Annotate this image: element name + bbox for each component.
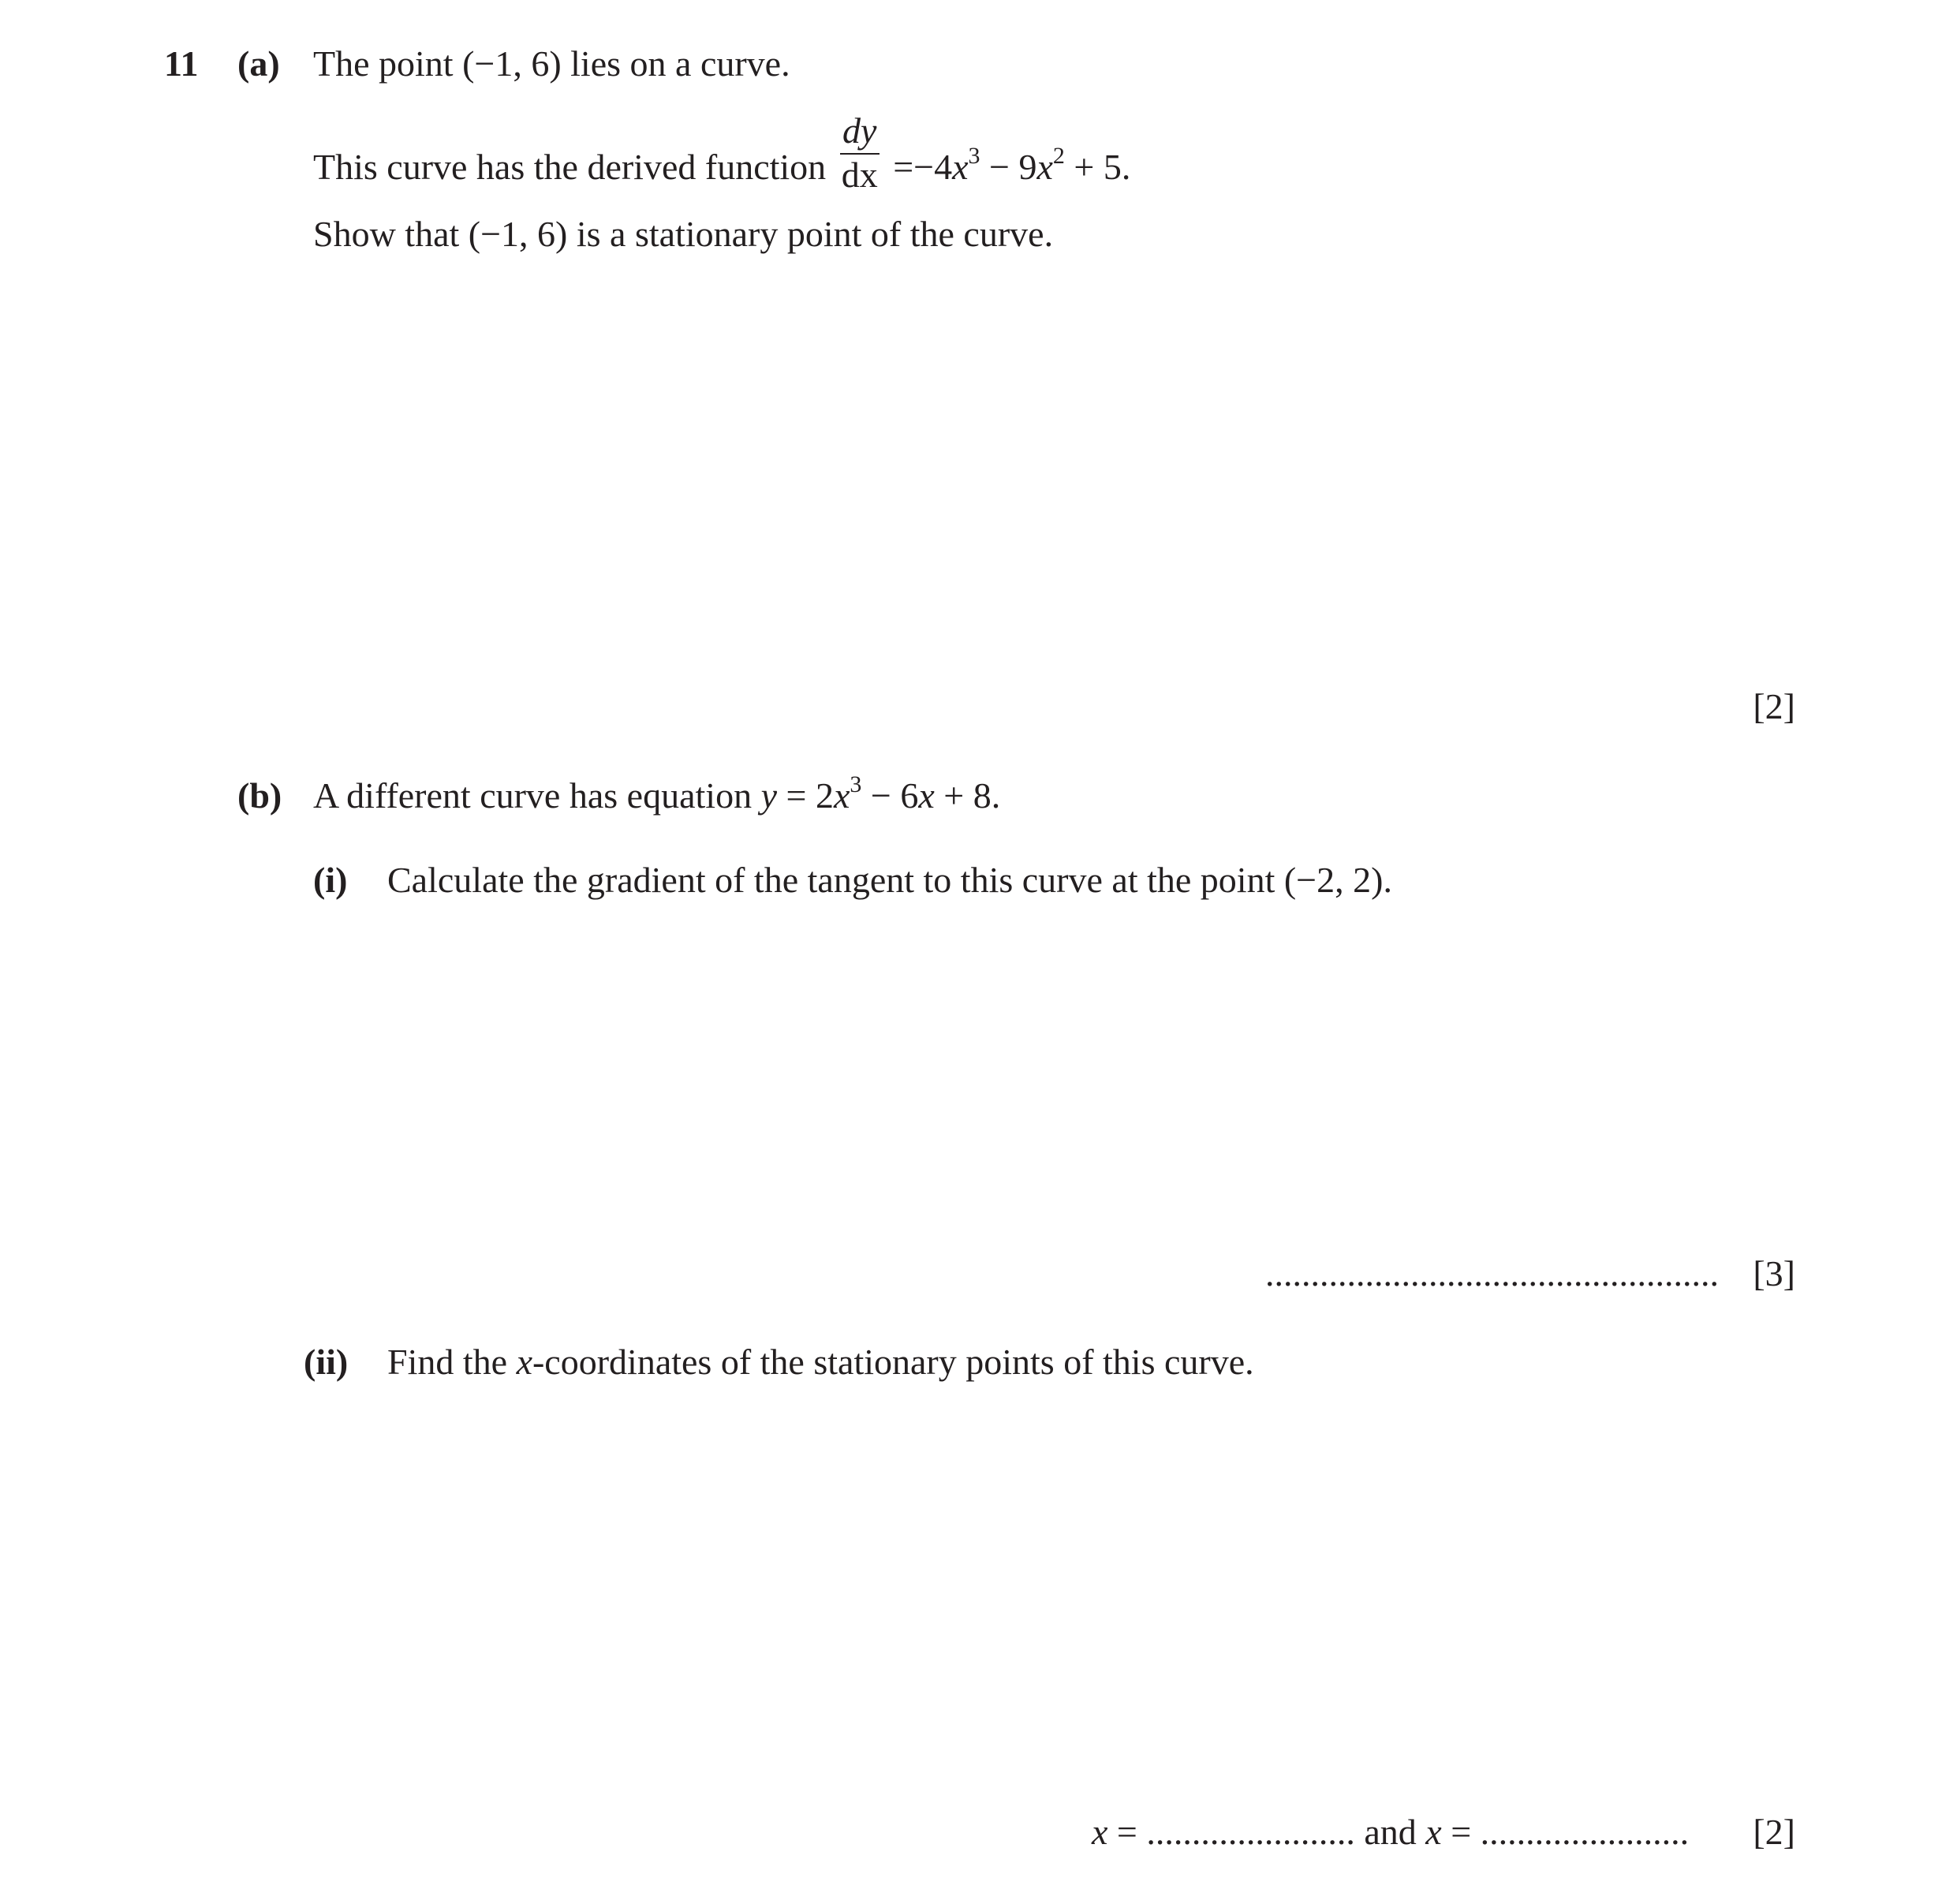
expr-var: x [952, 146, 969, 187]
text-part: -coordinates of the stationary points of this curve. [532, 1342, 1254, 1382]
expr-exponent: 2 [1052, 142, 1065, 169]
expr-var: x [833, 775, 850, 816]
text-part: Find the [387, 1342, 517, 1382]
expr-part: = 2 [777, 775, 834, 816]
part-b-line [313, 771, 1001, 816]
derivative-expression [893, 142, 1131, 187]
expr-part: − 6 [861, 775, 919, 816]
part-a-line1: The point (−1, 6) lies on a curve. [313, 43, 790, 84]
answer-line-1[interactable]: ....................... [1146, 1812, 1355, 1852]
part-b-ii-label: (ii) [304, 1342, 349, 1382]
part-b-ii-text [387, 1344, 1254, 1380]
part-a-label: (a) [237, 43, 280, 84]
part-a-line2 [313, 101, 1131, 196]
part-b-i-text: Calculate the gradient of the tangent to this curve at the point (−2, 2). [387, 860, 1392, 900]
fraction-denominator: dx [841, 155, 878, 196]
expr-var: y [760, 775, 777, 816]
part-b-ii-marks: [2] [1753, 1812, 1795, 1852]
part-a-line3: Show that (−1, 6) is a stationary point of the curve. [313, 214, 1054, 254]
expr-part: + 8. [934, 775, 1001, 816]
answer-var: x [1092, 1812, 1108, 1852]
part-b-ii-answer [1092, 1814, 1689, 1850]
answer-line-2[interactable]: ....................... [1480, 1812, 1690, 1852]
part-b-i-answer-line[interactable]: .................................................. [1265, 1253, 1719, 1294]
part-a-line2-prefix: This curve has the derived function [313, 146, 827, 187]
expr-part: + 5. [1064, 146, 1131, 187]
expr-part: − 9 [980, 146, 1037, 187]
text-var: x [516, 1342, 532, 1382]
part-b-i-label: (i) [313, 860, 348, 900]
expr-var: x [918, 775, 935, 816]
question-number: 11 [164, 43, 199, 84]
part-b-i-marks: [3] [1753, 1253, 1795, 1294]
fraction-numerator: dy [842, 110, 877, 151]
expr-part: =−4 [893, 146, 953, 187]
expr-exponent: 3 [968, 142, 980, 169]
part-b-prefix: A different curve has equation [313, 775, 761, 816]
expr-var: x [1036, 146, 1053, 187]
part-a-marks: [2] [1753, 686, 1795, 726]
answer-and: and [1354, 1812, 1426, 1852]
answer-eq: = [1107, 1812, 1147, 1852]
derivative-fraction [840, 112, 880, 195]
part-b-label: (b) [237, 775, 282, 816]
answer-eq: = [1441, 1812, 1481, 1852]
expr-exponent: 3 [850, 771, 862, 797]
answer-var: x [1425, 1812, 1442, 1852]
